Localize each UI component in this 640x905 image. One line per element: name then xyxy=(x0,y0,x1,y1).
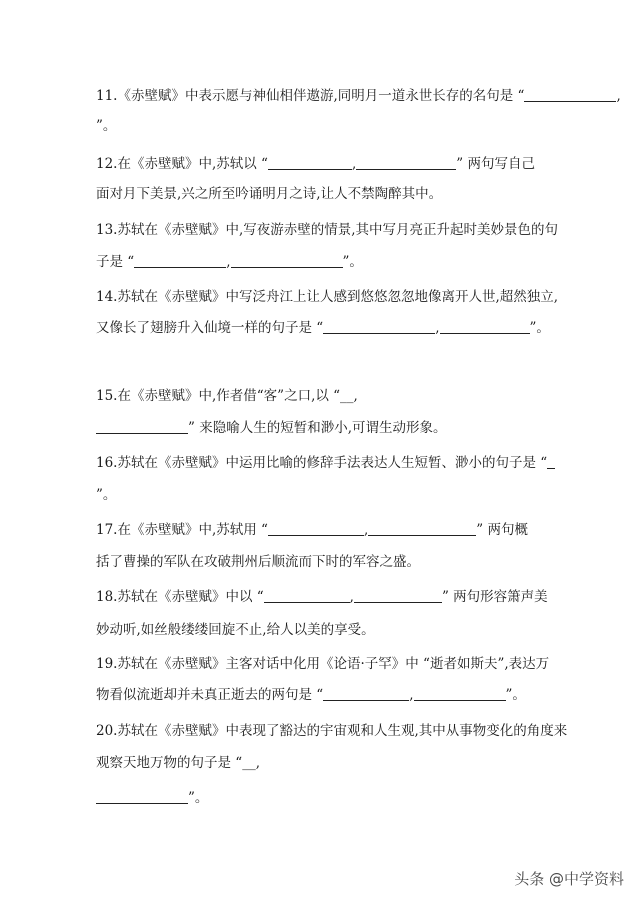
question-14-text-2: 又像长了翅膀升入仙境一样的句子是 “ xyxy=(96,320,324,336)
answer-blank[interactable] xyxy=(368,521,476,536)
answer-blank[interactable] xyxy=(323,686,409,701)
comma: , xyxy=(435,320,440,336)
answer-blank[interactable] xyxy=(268,521,364,536)
answer-blank[interactable] xyxy=(440,319,530,334)
closing-quote: ”。 xyxy=(529,320,550,336)
question-13-line-2 xyxy=(96,252,363,272)
answer-blank[interactable] xyxy=(524,87,616,102)
question-12-text-tail: ” 两句写自己 xyxy=(456,156,535,172)
answer-blank[interactable] xyxy=(231,253,343,268)
question-14-line-1 xyxy=(96,287,558,307)
question-18-text: 18.苏轼在《赤壁赋》中以 “ xyxy=(96,589,264,605)
answer-blank[interactable] xyxy=(134,253,226,268)
comma: , xyxy=(409,687,414,703)
closing-quote: ”。 xyxy=(505,687,526,703)
answer-blank[interactable] xyxy=(96,419,188,434)
question-20-line-3 xyxy=(96,788,208,808)
question-19-line-1 xyxy=(96,654,549,674)
question-19-text: 19.苏轼在《赤壁赋》主客对话中化用《论语·子罕》中 “逝者如斯夫”,表达万 xyxy=(96,656,550,672)
comma: , xyxy=(226,254,231,270)
watermark: 头条 @中学资料 xyxy=(514,870,624,888)
question-14-text: 14.苏轼在《赤壁赋》中写泛舟江上让人感到悠悠忽忽地像离开人世,超然独立, xyxy=(96,289,559,305)
question-13-line-1 xyxy=(96,220,558,240)
question-11-line-1 xyxy=(96,86,621,106)
closing-quote: ”。 xyxy=(96,487,117,503)
question-13-text: 13.苏轼在《赤壁赋》中,写夜游赤壁的情景,其中写月亮正升起时美妙景色的句 xyxy=(96,222,559,238)
question-17-text-tail: ” 两句概 xyxy=(476,522,528,538)
question-12-text-2: 面对月下美景,兴之所至吟诵明月之诗,让人不禁陶醉其中。 xyxy=(96,186,443,202)
answer-blank[interactable] xyxy=(264,588,350,603)
answer-blank[interactable] xyxy=(268,155,352,170)
question-17-text: 17.在《赤壁赋》中,苏轼用 “ xyxy=(96,522,268,538)
comma: , xyxy=(616,88,621,104)
question-20-line-1 xyxy=(96,721,567,741)
question-16-line-1 xyxy=(96,453,555,473)
question-14-line-2 xyxy=(96,318,550,338)
comma: , xyxy=(363,522,369,538)
question-17-text-2: 括了曹操的军队在攻破荆州后顺流而下时的军容之盛。 xyxy=(96,554,420,570)
question-13-text-2: 子是 “ xyxy=(96,254,135,270)
question-16-line-2 xyxy=(96,485,116,505)
answer-blank[interactable] xyxy=(356,155,456,170)
question-11-text: 11.《赤壁赋》中表示愿与神仙相伴遨游,同明月一道永世长存的名句是 “ xyxy=(96,88,525,104)
question-18-text-2: 妙动听,如丝般缕缕回旋不止,给人以美的享受。 xyxy=(96,622,375,638)
comma: , xyxy=(349,589,354,605)
question-20-line-2 xyxy=(96,753,260,773)
question-12-line-2 xyxy=(96,184,442,204)
closing-quote: ”。 xyxy=(96,118,117,134)
question-19-text-2: 物看似流逝却并未真正逝去的两句是 “ xyxy=(96,687,324,703)
comma: , xyxy=(351,156,357,172)
answer-blank[interactable] xyxy=(547,454,555,469)
answer-blank[interactable] xyxy=(354,588,442,603)
question-17-line-2 xyxy=(96,552,420,572)
question-11-line-2 xyxy=(96,116,116,136)
closing-quote: ”。 xyxy=(188,790,209,806)
question-20-text: 20.苏轼在《赤壁赋》中表现了豁达的宇宙观和人生观,其中从事物变化的角度来 xyxy=(96,723,568,739)
question-17-line-1 xyxy=(96,520,528,540)
closing-quote: ”。 xyxy=(342,254,363,270)
question-15-line-1 xyxy=(96,386,358,406)
question-15-line-2 xyxy=(96,418,446,438)
question-19-line-2 xyxy=(96,685,526,705)
question-18-line-1 xyxy=(96,587,548,607)
answer-blank[interactable] xyxy=(414,686,506,701)
question-16-text: 16.苏轼在《赤壁赋》中运用比喻的修辞手法表达人生短暂、渺小的句子是 “ xyxy=(96,455,548,471)
answer-blank[interactable] xyxy=(96,789,188,804)
answer-blank[interactable] xyxy=(323,319,435,334)
question-20-text-2: 观察天地万物的句子是 “__, xyxy=(96,755,260,771)
question-12-text: 12.在《赤壁赋》中,苏轼以 “ xyxy=(96,156,268,172)
question-18-text-tail: ” 两句形容箫声美 xyxy=(441,589,548,605)
question-18-line-2 xyxy=(96,620,375,640)
question-12-line-1 xyxy=(96,154,535,174)
question-15-text: 15.在《赤壁赋》中,作者借“客”之口,以 “__, xyxy=(96,388,358,404)
question-15-text-2: ” 来隐喻人生的短暂和渺小,可谓生动形象。 xyxy=(188,420,447,436)
